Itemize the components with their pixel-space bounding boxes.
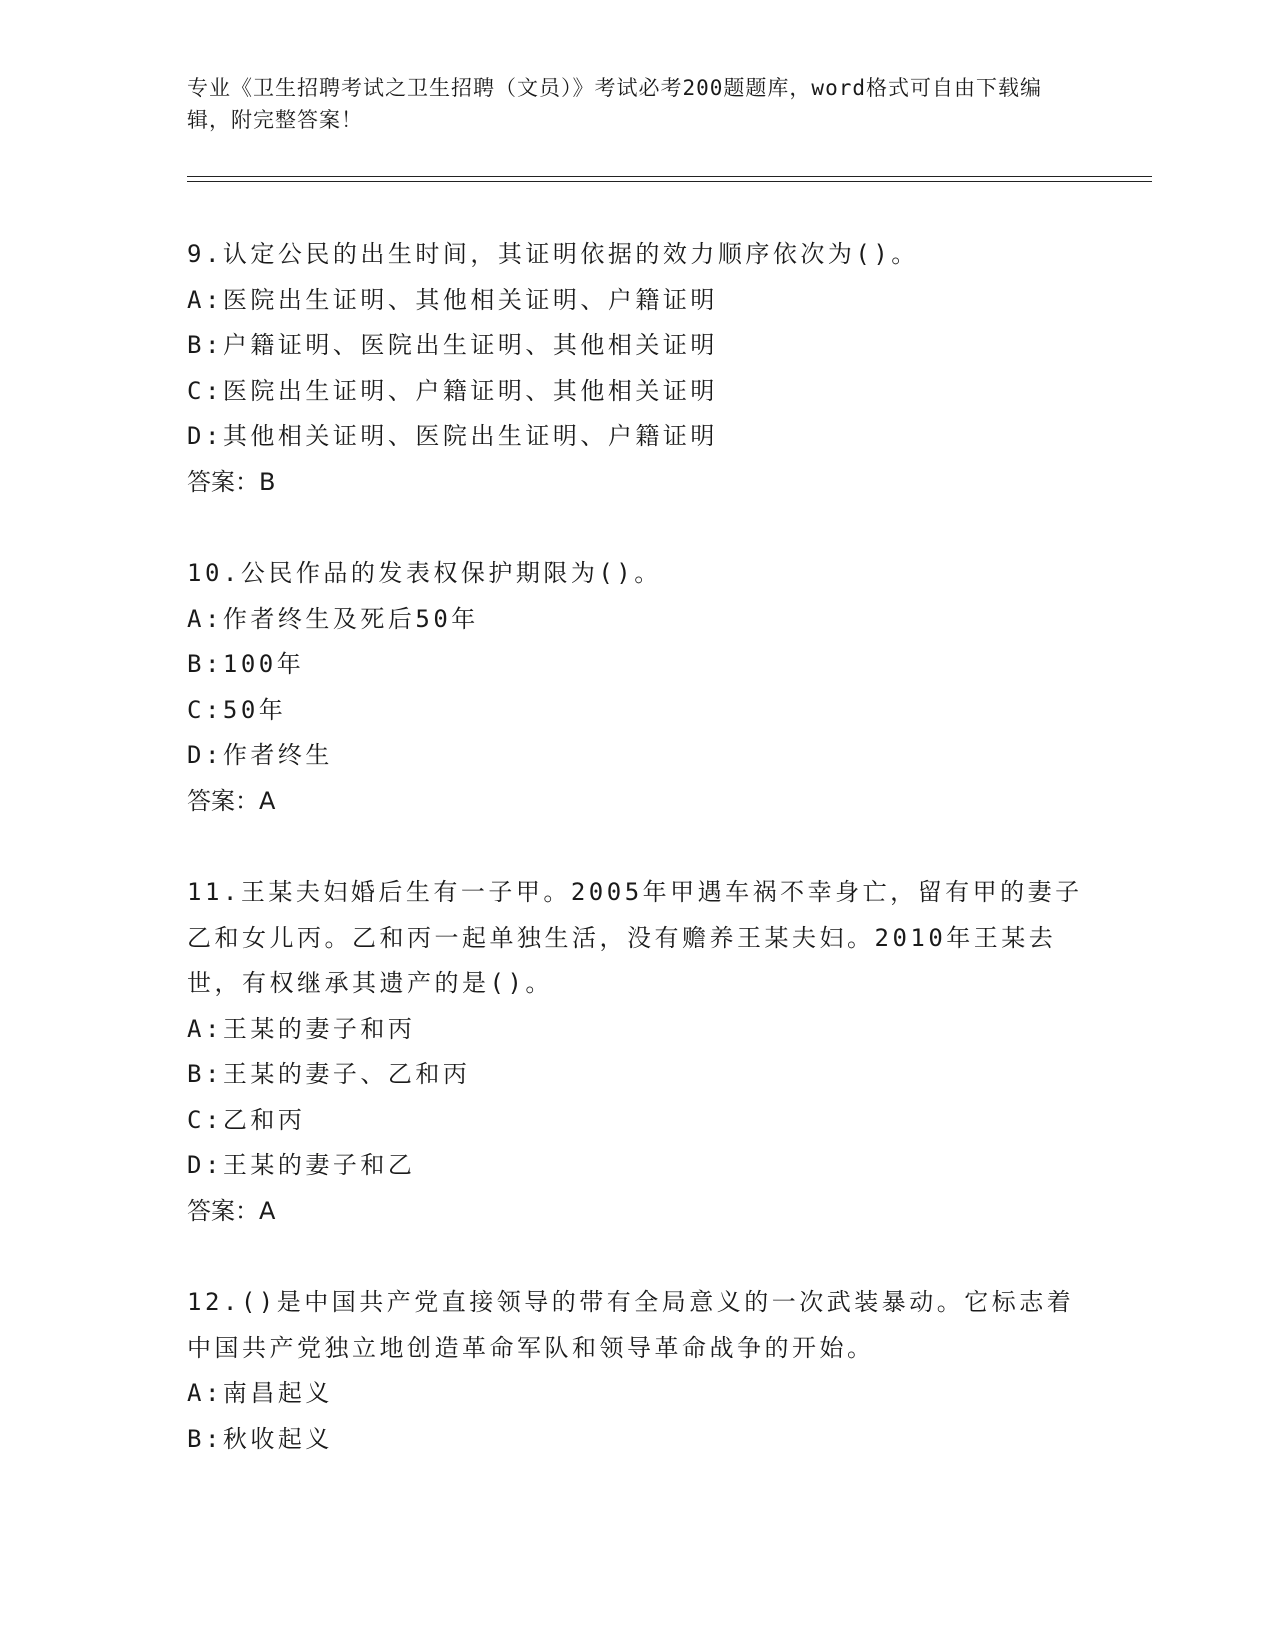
option-b: B:秋收起义 <box>187 1424 333 1453</box>
option-c: C:50年 <box>187 695 287 724</box>
answer-line: 答案：B <box>187 467 276 496</box>
question-stem: 12.()是中国共产党直接领导的带有全局意义的一次武装暴动。它标志着中国共产党独立地创造革命军队和领导革命战争的开始。 <box>187 1288 1075 1362</box>
answer-line: 答案：A <box>187 1196 276 1225</box>
option-d: D:王某的妻子和乙 <box>187 1151 416 1179</box>
question-item <box>187 232 1087 505</box>
option-a: A:王某的妻子和丙 <box>187 1014 416 1043</box>
header-divider-line-second <box>187 181 1152 182</box>
option-b: B:100年 <box>187 650 305 678</box>
question-item <box>187 870 1087 1234</box>
option-d: D:作者终生 <box>187 741 333 769</box>
option-a: A:医院出生证明、其他相关证明、户籍证明 <box>187 285 718 314</box>
question-stem: 9.认定公民的出生时间，其证明依据的效力顺序依次为()。 <box>187 240 919 268</box>
question-stem: 10.公民作品的发表权保护期限为()。 <box>187 559 662 587</box>
option-b: B:王某的妻子、乙和丙 <box>187 1060 471 1088</box>
question-stem: 11.王某夫妇婚后生有一子甲。2005年甲遇车祸不幸身亡，留有甲的妻子乙和女儿丙。乙和丙一起单独生活，没有赡养王某夫妇。2010年王某去世，有权继承其遗产的是()。 <box>187 878 1083 997</box>
header-divider-line <box>187 176 1152 177</box>
option-c: C:医院出生证明、户籍证明、其他相关证明 <box>187 376 718 405</box>
document-header: 专业《卫生招聘考试之卫生招聘（文员）》考试必考200题题库，word格式可自由下载编辑，附完整答案！ <box>187 76 1042 132</box>
option-a: A:南昌起义 <box>187 1379 333 1407</box>
option-d: D:其他相关证明、医院出生证明、户籍证明 <box>187 422 718 450</box>
question-list <box>187 232 1087 1508</box>
option-b: B:户籍证明、医院出生证明、其他相关证明 <box>187 331 718 359</box>
option-a: A:作者终生及死后50年 <box>187 604 479 633</box>
question-item <box>187 551 1087 824</box>
answer-line: 答案：A <box>187 786 276 815</box>
question-item <box>187 1280 1087 1462</box>
option-c: C:乙和丙 <box>187 1105 306 1134</box>
